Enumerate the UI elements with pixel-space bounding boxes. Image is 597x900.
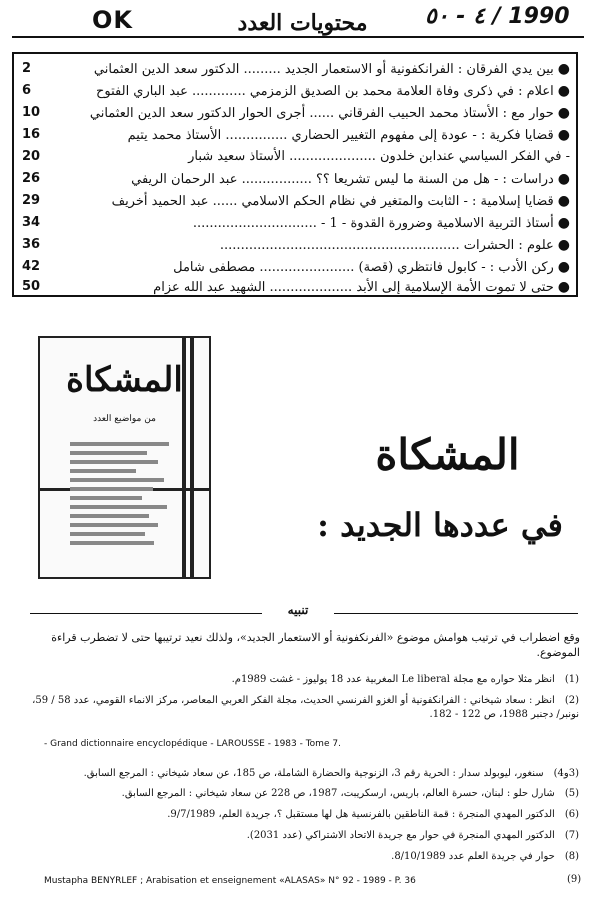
- toc-entry-text: أستاذ التربية الاسلامية وضرورة القدوة - 1 - ..............................: [192, 216, 554, 231]
- toc-page-number: 42: [22, 259, 41, 274]
- footnote-number: (8): [564, 851, 579, 862]
- footnote-number: (5): [564, 788, 579, 799]
- toc-page-number: 10: [22, 105, 41, 120]
- footnote: [19, 694, 579, 722]
- bullet-icon: ●: [557, 171, 570, 187]
- header-divider: [12, 36, 584, 38]
- magazine-cover-image: [38, 336, 211, 579]
- contents-box: [12, 52, 578, 297]
- footnote-french: Mustapha BENYRLEF ; Arabisation et enseignement «ALASAS» N° 92 - 1989 - P. 36: [44, 876, 416, 886]
- handwritten-ok-mark: OK: [92, 6, 133, 34]
- footnote: [19, 850, 579, 864]
- footnote-number: (3و4): [553, 768, 579, 779]
- toc-entry: [14, 124, 576, 146]
- footnote-text: انظر مثلا حواره مع مجلة Le liberal المغربية عدد 18 يوليوز - غشت 1989م.: [231, 674, 555, 685]
- footnote-text: حوار في جريدة العلم عدد 8/10/1989.: [391, 851, 555, 862]
- notice-text: وقع اضطراب في ترتيب هوامش موضوع «الفرنكفونية أو الاستعمار الجديد»، ولذلك نعيد ترتيبها حتى لا تضطرب قراءة الموضوع.: [51, 631, 580, 659]
- footnote-text: سنغور، ليوبولد سدار : الحرية رقم 3، الزنوجية والحضارة الشاملة، ص 185، عن سعاد شيخاني : المرجع السابق.: [83, 768, 544, 779]
- footnote-text: شارل حلو : لبنان، حسرة العالم، باريس، ارسكريبت، 1987، ص 228 عن سعاد شيخاني : المرجع السابق.: [121, 788, 555, 799]
- footnote-french: - Grand dictionnaire encyclopédique - LAROUSSE - 1983 - Tome 7.: [44, 739, 341, 749]
- toc-entry: [14, 146, 576, 168]
- bullet-icon: ●: [557, 61, 570, 77]
- footnote: [19, 767, 579, 781]
- toc-entry: [14, 190, 576, 212]
- toc-page-number: 6: [22, 83, 32, 98]
- footnote-number: (1): [564, 674, 579, 685]
- bullet-icon: ●: [557, 127, 570, 143]
- footnote: [19, 787, 579, 801]
- toc-entry: [14, 168, 576, 190]
- footnote-text: الدكتور المهدي المنجرة : قمة الناطقين بالفرنسية هل لها مستقبل ؟، جريدة العلم، 9/7/1989.: [167, 809, 555, 820]
- toc-page-number: 29: [22, 193, 41, 208]
- footnote: [19, 808, 579, 822]
- toc-entry-text: علوم : الحشرات ..........................................................: [219, 238, 554, 253]
- footnote-number: (9): [567, 874, 582, 885]
- footnote-number: (7): [564, 830, 579, 841]
- toc-entry-text: قضايا فكرية : - عودة إلى مفهوم التغيير الحضاري ............... الأستاذ محمد يتيم: [127, 128, 554, 143]
- notice-heading: تنبيه: [262, 603, 334, 617]
- toc-entry: [14, 58, 576, 80]
- footnote-text: انظر : سعاد شيخاني : الفرانكفونية أو الغزو الفرنسي الحديث، مجلة الفكر العربي المعاصر، مركز الانماء القومي، عدد 58 / 59، نونبر/ دجنبر 1988، ص 122 - 182.: [32, 695, 579, 720]
- toc-entry-text: حتى لا تموت الأمة الإسلامية إلى الأبد .................... الشهيد عبد الله عزام: [153, 280, 554, 295]
- toc-page-number: 16: [22, 127, 41, 142]
- footnote: [19, 673, 579, 687]
- toc-entry: [14, 234, 576, 256]
- promo-subtitle: في عددها الجديد :: [317, 506, 563, 544]
- cover-subtitle: من مواضيع العدد: [93, 414, 156, 424]
- toc-entry: [14, 80, 576, 102]
- toc-entry-text: حوار مع : الأستاذ محمد الحبيب الفرقاني ...... أجرى الحوار الدكتور سعد الدين العثماني: [89, 106, 554, 121]
- bullet-icon: ●: [557, 279, 570, 295]
- toc-entry: [14, 276, 576, 298]
- bullet-icon: ●: [557, 215, 570, 231]
- toc-entry-text: ركن الأدب : - كابول فانتظري (قصة) ....................... مصطفى شامل: [173, 260, 554, 275]
- toc-page-number: 36: [22, 237, 41, 252]
- toc-entry: [14, 102, 576, 124]
- cover-title: المشكاة: [66, 360, 183, 400]
- cover-text-lines: [70, 442, 180, 550]
- toc-page-number: 20: [22, 149, 41, 164]
- toc-entry-text: اعلام : في ذكرى وفاة العلامة محمد بن الصديق الزمزمي ............. عبد الباري الفتوح: [96, 84, 554, 99]
- bullet-icon: ●: [557, 259, 570, 275]
- toc-entry-text: - في الفكر السياسي عندابن خلدون ..................... الأستاذ سعيد شبار: [188, 149, 570, 164]
- handwritten-date: ٤ - ٥٠ / 1990: [425, 4, 570, 29]
- footnote-number: (2): [564, 695, 579, 706]
- toc-entry-text: بين يدي الفرقان : الفرانكفونية أو الاستعمار الجديد ......... الدكتور سعد الدين العثماني: [93, 62, 554, 77]
- toc-page-number: 34: [22, 215, 41, 230]
- bullet-icon: ●: [557, 193, 570, 209]
- toc-page-number: 50: [22, 279, 41, 294]
- toc-page-number: 26: [22, 171, 41, 186]
- toc-page-number: 2: [22, 61, 32, 76]
- footnote-text: الدكتور المهدي المنجرة في حوار مع جريدة الاتحاد الاشتراكي (عدد 2031).: [246, 830, 555, 841]
- bullet-icon: ●: [557, 105, 570, 121]
- footnote-number: (6): [564, 809, 579, 820]
- bullet-icon: ●: [557, 237, 570, 253]
- toc-entry-text: قضايا إسلامية : - الثابت والمتغير في نظام الحكم الاسلامي ...... عبد الحميد أخريف: [111, 194, 554, 209]
- footnote: [19, 829, 579, 843]
- toc-entry: [14, 256, 576, 278]
- bullet-icon: ●: [557, 83, 570, 99]
- page-title: محتويات العدد: [237, 10, 368, 36]
- promo-title: المشكاة: [375, 430, 520, 479]
- toc-entry-text: دراسات : - هل من السنة ما ليس تشريعا ؟؟ ................. عبد الرحمان الريفي: [131, 172, 554, 187]
- toc-entry: [14, 212, 576, 234]
